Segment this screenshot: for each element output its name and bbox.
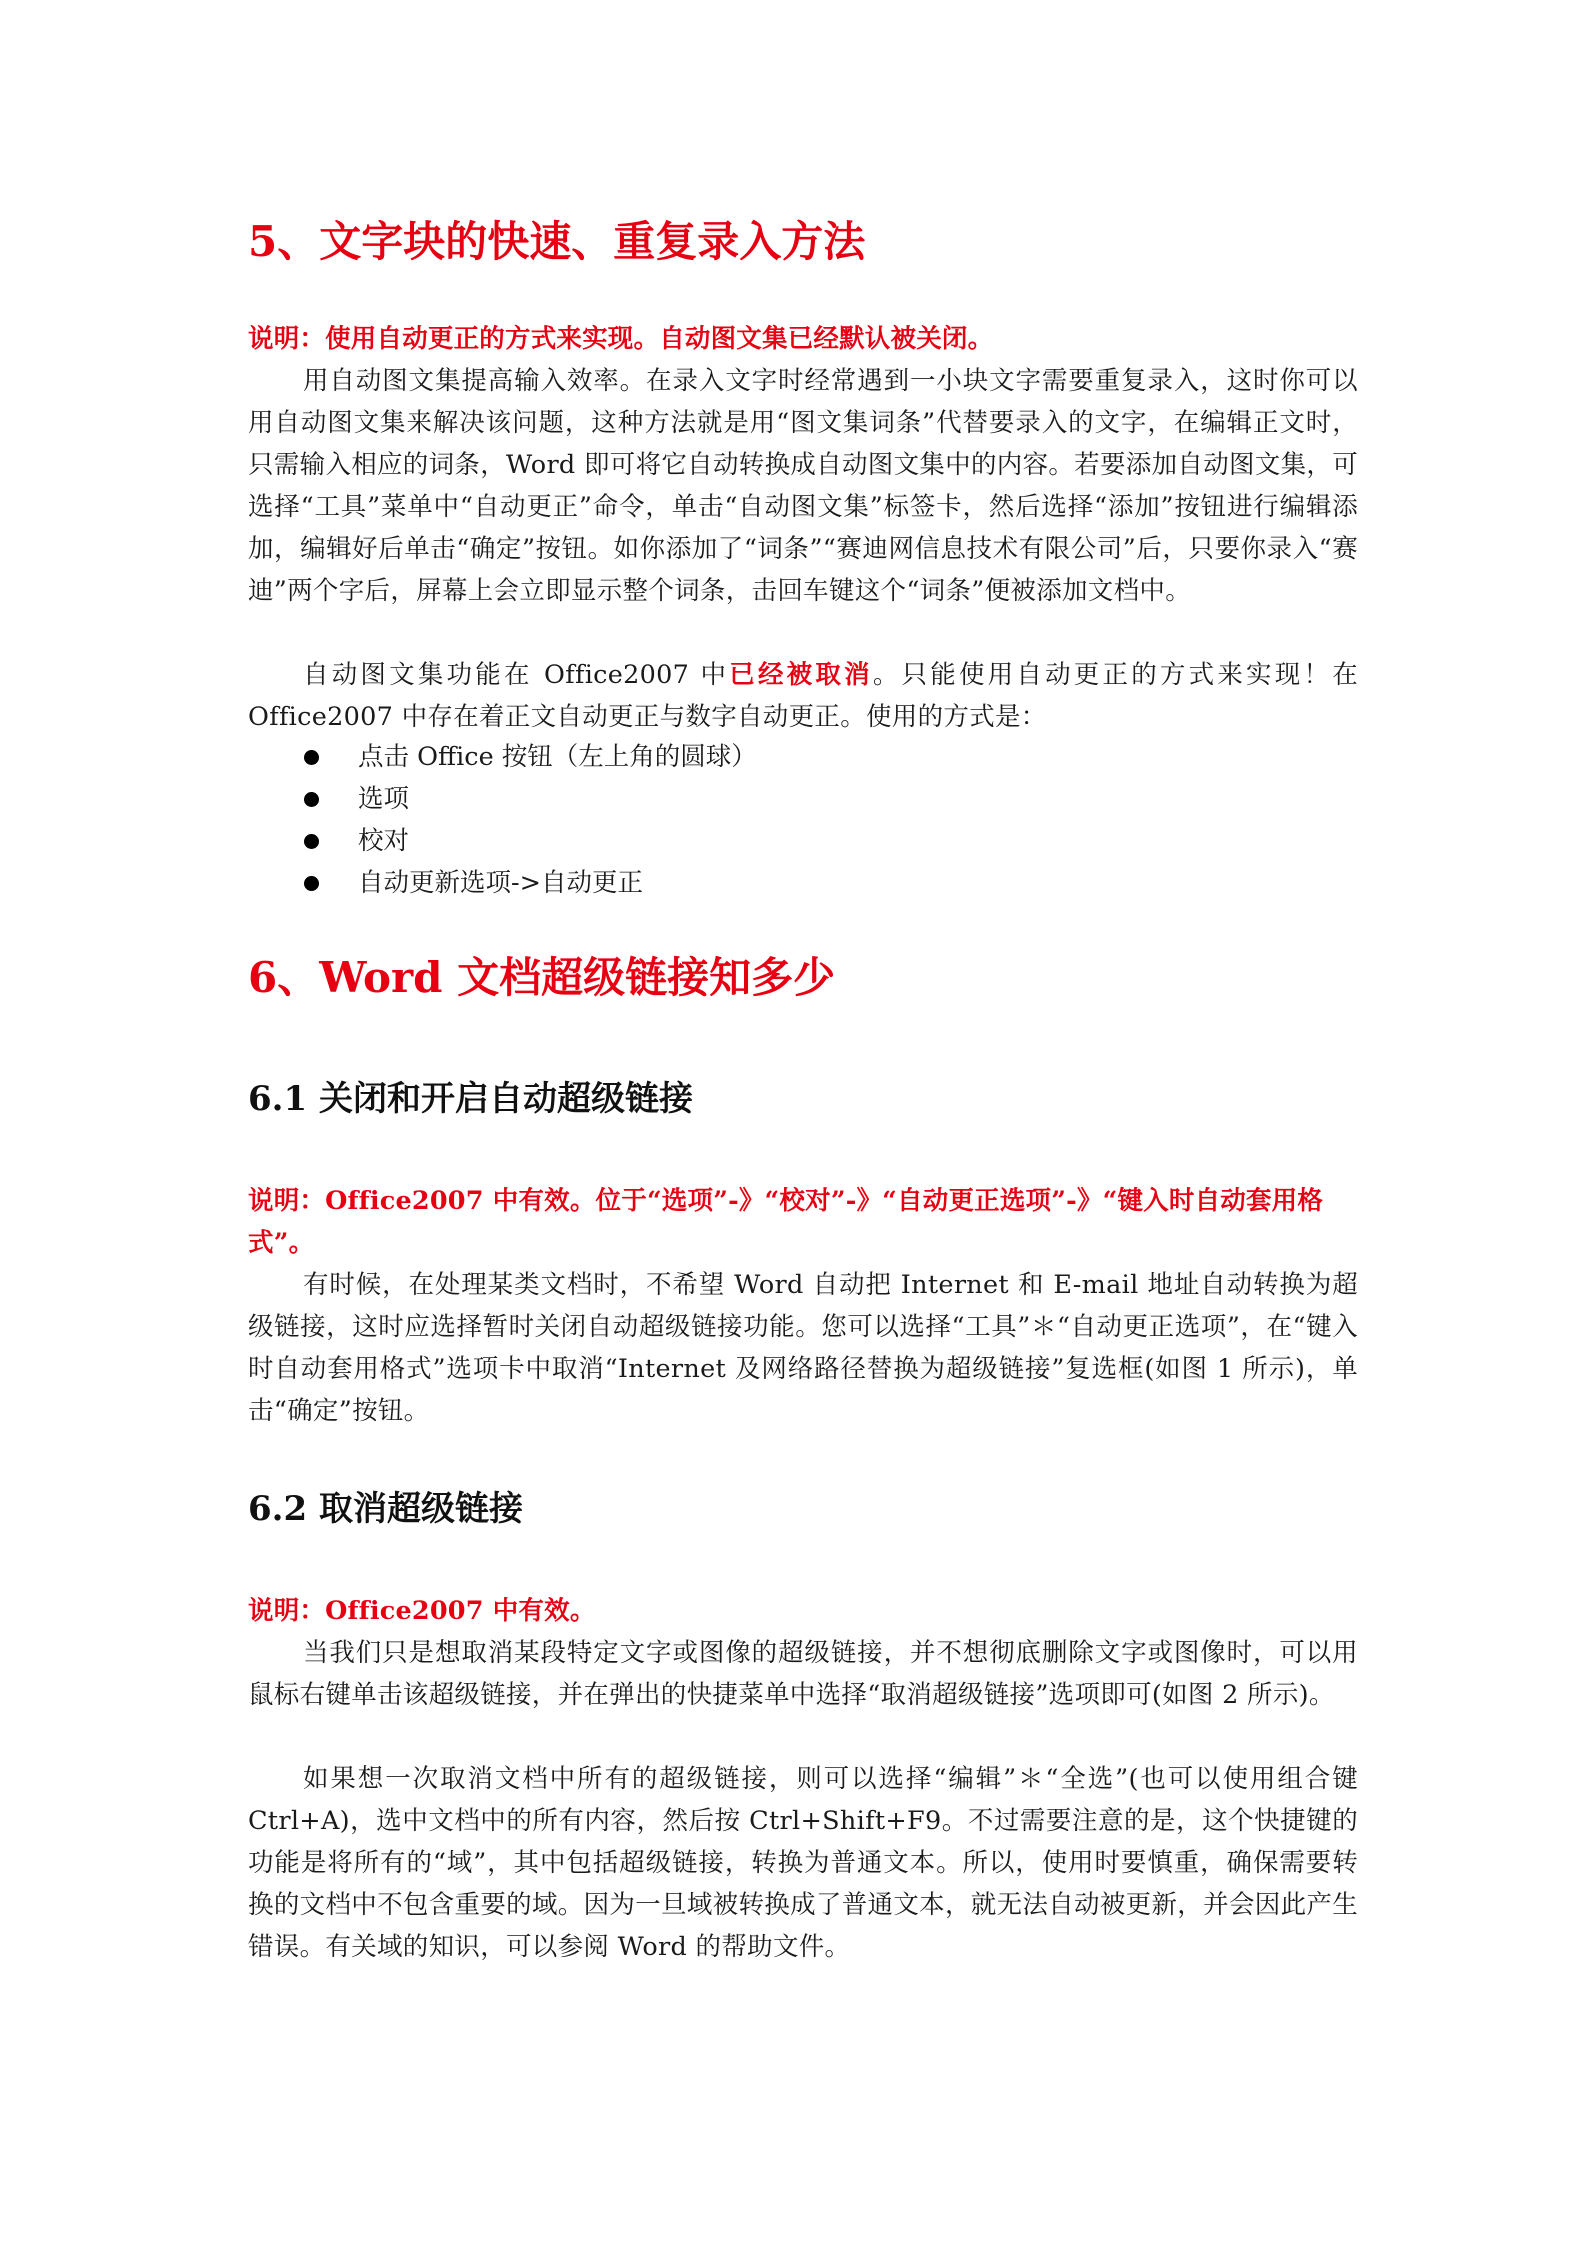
section-5-note: 说明：使用自动更正的方式来实现。自动图文集已经默认被关闭。: [248, 324, 994, 354]
section-6-2-paragraph-2: 如果想一次取消文档中所有的超级链接，则可以选择“编辑”＊“全选”(也可以使用组合键 Ctrl+A)，选中文档中的所有内容，然后按 Ctrl+Shift+F9。不过需要注意的是，这个快捷键的功能是将所有的“域”，其中包括超级链接，转换为普通文本。所以，使用时要慎重，确保需要转换的文档中不包含重要的域。因为一旦域被转换成了普通文本，就无法自动被更新，并会因此产生错误。有关域的知识，可以参阅 Word 的帮助文件。: [248, 1764, 1358, 1962]
section-5-paragraph-1: 用自动图文集提高输入效率。在录入文字时经常遇到一小块文字需要重复录入，这时你可以用自动图文集来解决该问题，这种方法就是用“图文集词条”代替要录入的文字，在编辑正文时，只需输入相应的词条，Word 即可将它自动转换成自动图文集中的内容。若要添加自动图文集，可选择“工具”菜单中“自动更正”命令，单击“自动图文集”标签卡，然后选择“添加”按钮进行编辑添加，编辑好后单击“确定”按钮。如你添加了“词条”“赛迪网信息技术有限公司”后，只要你录入“赛迪”两个字后，屏幕上会立即显示整个词条，击回车键这个“词条”便被添加文档中。: [248, 366, 1358, 606]
list-item: 校对: [248, 820, 1358, 862]
section-6-2-note: 说明：Office2007 中有效。: [248, 1596, 596, 1626]
list-item: 选项: [248, 778, 1358, 820]
bullet-icon: [304, 834, 319, 849]
section-6-2-paragraph-1: 当我们只是想取消某段特定文字或图像的超级链接，并不想彻底删除文字或图像时，可以用鼠标右键单击该超级链接，并在弹出的快捷菜单中选择“取消超级链接”选项即可(如图 2 所示)。: [248, 1638, 1358, 1710]
list-item: 自动更新选项->自动更正: [248, 862, 1358, 904]
bullet-icon: [304, 792, 319, 807]
section-6-heading: 6、Word 文档超级链接知多少: [248, 953, 836, 1002]
section-6-1-paragraph: 有时候，在处理某类文档时，不希望 Word 自动把 Internet 和 E-mail 地址自动转换为超级链接，这时应选择暂时关闭自动超级链接功能。您可以选择“工具”＊“自动更正选项”，在“键入时自动套用格式”选项卡中取消“Internet 及网络路径替换为超级链接”复选框(如图 1 所示)，单击“确定”按钮。: [248, 1270, 1358, 1426]
section-6-1-heading: 6.1 关闭和开启自动超级链接: [248, 1079, 693, 1119]
bullet-icon: [304, 876, 319, 891]
section-5-paragraph-2: [248, 654, 1358, 738]
steps-list: [248, 736, 1358, 904]
highlighted-text: 已经被取消: [729, 660, 873, 690]
section-6-2-heading: 6.2 取消超级链接: [248, 1489, 523, 1529]
section-5-heading: 5、文字块的快速、重复录入方法: [248, 217, 866, 266]
list-item: 点击 Office 按钮（左上角的圆球）: [248, 736, 1358, 778]
paragraph-text: 。只能使用自动更正的方式来实现！在 Office2007 中存在着正文自动更正与数字自动更正。使用的方式是：: [248, 660, 1358, 732]
section-6-1-note: 说明：Office2007 中有效。位于“选项”-》“校对”-》“自动更正选项”-》“键入时自动套用格式”。: [248, 1186, 1324, 1258]
bullet-icon: [304, 750, 319, 765]
paragraph-text: 自动图文集功能在 Office2007 中: [303, 660, 730, 690]
